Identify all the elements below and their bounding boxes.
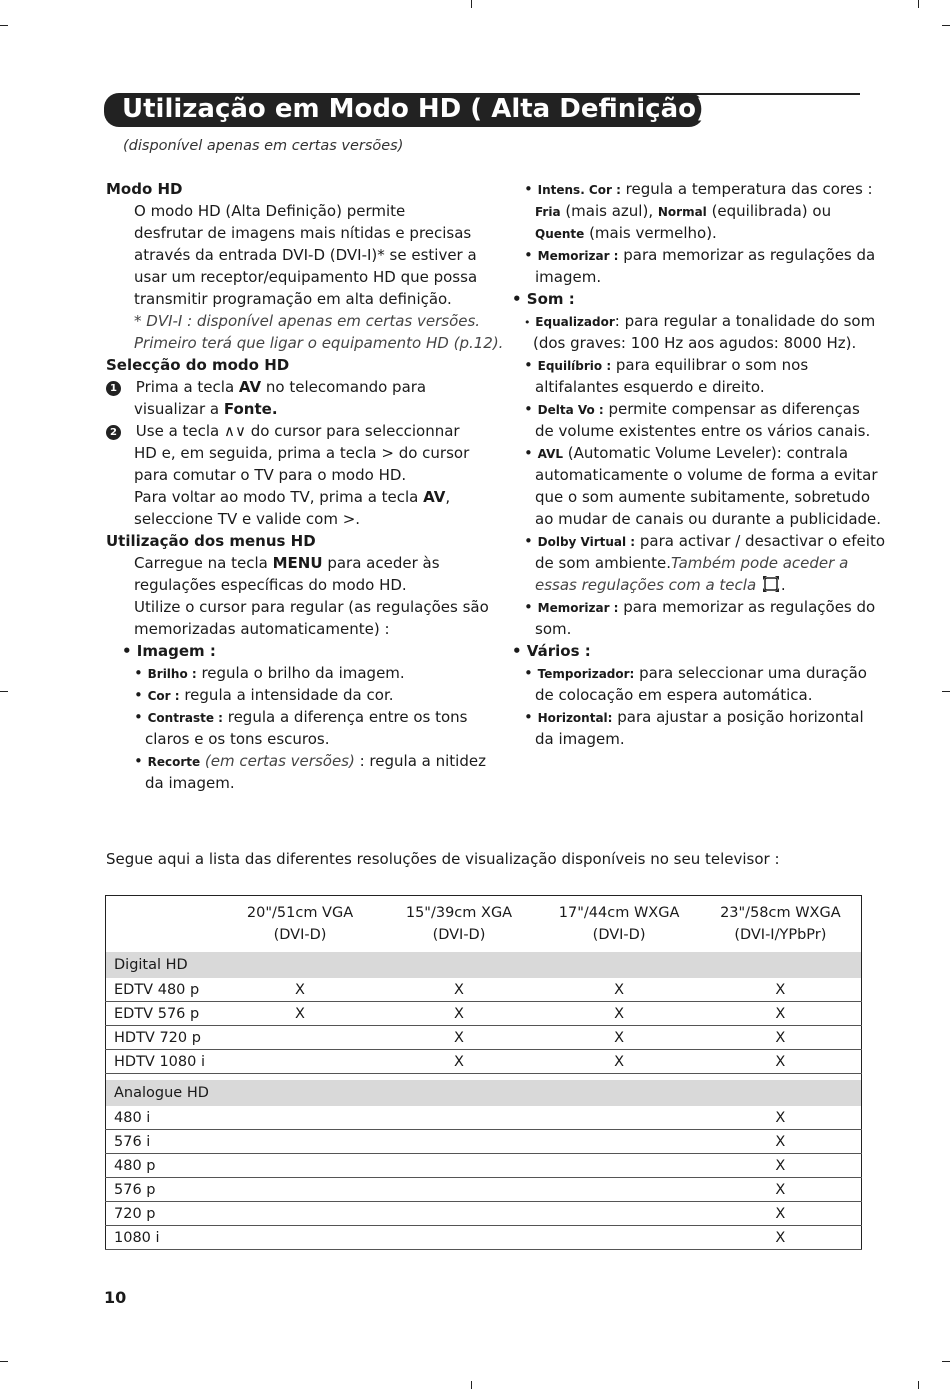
menu-item: • AVL (Automatic Volume Leveler): contrala <box>524 444 849 462</box>
option-name: Fria <box>535 205 561 219</box>
option-name: Memorizar : <box>537 249 619 263</box>
step-number-badge: 2 <box>106 425 121 440</box>
table-cell: X <box>700 1130 862 1154</box>
text: visualizar a <box>134 400 224 418</box>
header-cell-empty <box>106 896 221 953</box>
column-header <box>700 896 862 953</box>
table-intro: Segue aqui a lista das diferentes resoluções de visualização disponíveis no seu televisor : <box>106 850 780 868</box>
text: regula a temperatura das cores : <box>620 180 873 198</box>
menu-item: • Brilho : regula o brilho da imagem. <box>134 664 405 682</box>
crop-mark <box>471 1381 472 1389</box>
table-cell: X <box>700 1226 862 1250</box>
text: essas regulações com a tecla <box>535 576 761 594</box>
option-name: Normal <box>657 205 707 219</box>
body-line: usar um receptor/equipamento HD que possa <box>134 268 478 286</box>
text: Para voltar ao modo TV, prima a tecla <box>134 488 424 506</box>
text: (mais vermelho). <box>584 224 717 242</box>
text: de som ambiente. <box>535 554 671 572</box>
crop-mark <box>942 25 950 26</box>
text: do cursor <box>393 444 470 462</box>
resolution-table <box>105 895 862 1250</box>
text: . <box>780 576 786 594</box>
row-label: 480 i <box>106 1106 221 1130</box>
menu-item: da imagem. <box>535 730 625 748</box>
text: . <box>355 510 361 528</box>
menu-item: • Recorte (em certas versões) : regula a nitidez <box>134 752 486 770</box>
body-line <box>134 552 503 574</box>
option-name: Recorte <box>147 755 201 769</box>
key-name: Fonte. <box>223 400 278 418</box>
text: (mais azul), <box>560 202 658 220</box>
table-cell <box>538 1130 699 1154</box>
table-cell <box>538 1154 699 1178</box>
crop-mark <box>0 25 8 26</box>
step-line <box>134 442 503 464</box>
body-line: memorizadas automaticamente) : <box>134 620 390 638</box>
menu-item: automaticamente o volume de forma a evitar <box>535 466 878 484</box>
table-row <box>106 1202 862 1226</box>
column-header <box>380 896 539 953</box>
column-header-size: 15"/39cm XGA <box>405 905 513 921</box>
table-row <box>106 1226 862 1250</box>
table-row <box>106 1002 862 1026</box>
table-cell: X <box>700 1202 862 1226</box>
text: regula a intensidade da cor. <box>179 686 394 704</box>
table-cell <box>538 1226 699 1250</box>
table-cell <box>380 1178 539 1202</box>
text: Carregue na tecla <box>134 554 273 572</box>
body-line: O modo HD (Alta Definição) permite <box>134 202 406 220</box>
text: (em certas versões) <box>200 752 355 770</box>
key-name: MENU <box>272 554 323 572</box>
table-cell <box>221 1226 380 1250</box>
crop-mark <box>0 1361 8 1362</box>
text: no telecomando para <box>261 378 427 396</box>
table-cell <box>538 1106 699 1130</box>
menu-group-heading: • Imagem : <box>122 642 216 660</box>
crop-mark <box>918 0 919 8</box>
section-heading: Selecção do modo HD <box>106 356 290 374</box>
crop-mark <box>918 1381 919 1389</box>
step-number-badge: 1 <box>106 381 121 396</box>
row-label: EDTV 576 p <box>106 1002 221 1026</box>
text: Prima a tecla <box>135 378 239 396</box>
menu-group-heading: • Vários : <box>512 642 591 660</box>
text: para memorizar as regulações da <box>618 246 876 264</box>
note-line: Primeiro terá que ligar o equipamento HD (p.12). <box>134 334 504 352</box>
table-row <box>106 1130 862 1154</box>
text: permite compensar as diferenças <box>603 400 860 418</box>
menu-item: • Intens. Cor : regula a temperatura das cores : <box>524 180 873 198</box>
crop-mark <box>942 691 950 692</box>
title-rule <box>690 93 860 95</box>
option-name: Dolby Virtual : <box>537 535 636 549</box>
crop-mark <box>942 1361 950 1362</box>
table-cell: X <box>700 1178 862 1202</box>
table-cell <box>221 1178 380 1202</box>
key-name: AV <box>238 378 262 396</box>
text: regula a diferença entre os tons <box>222 708 468 726</box>
text: para seleccionar uma duração <box>634 664 867 682</box>
text: do cursor para seleccionnar <box>246 422 460 440</box>
table-cell: X <box>221 978 380 1002</box>
group-label: Digital HD <box>106 952 862 978</box>
group-label: Analogue HD <box>106 1080 862 1106</box>
table-cell: X <box>538 1002 699 1026</box>
table-cell: X <box>380 1050 539 1074</box>
menu-group-heading: • Som : <box>512 290 575 308</box>
table-group-row <box>106 1080 862 1106</box>
text: para equilibrar o som nos <box>611 356 809 374</box>
menu-item: som. <box>535 620 572 638</box>
column-header <box>538 896 699 953</box>
menu-item: • Equilíbrio : para equilibrar o som nos <box>524 356 809 374</box>
table-cell <box>380 1154 539 1178</box>
table-cell: X <box>700 1154 862 1178</box>
page-number: 10 <box>104 1288 127 1307</box>
table-cell <box>221 1026 380 1050</box>
menu-item: • Delta Vo : permite compensar as diferenças <box>524 400 860 418</box>
column-header-size: 23"/58cm WXGA <box>720 905 841 921</box>
table-group-row <box>106 952 862 978</box>
table-cell <box>538 1202 699 1226</box>
text: para aceder às <box>322 554 440 572</box>
menu-item: de volume existentes entre os vários canais. <box>535 422 871 440</box>
text: : para regular a tonalidade do som <box>614 312 876 330</box>
table-cell: X <box>380 1026 539 1050</box>
page-subtitle: (disponível apenas em certas versões) <box>123 138 404 154</box>
table-cell <box>380 1130 539 1154</box>
option-name: Equalizador <box>535 315 615 329</box>
row-label: 1080 i <box>106 1226 221 1250</box>
section-heading: Modo HD <box>106 180 183 198</box>
option-name: Delta Vo : <box>537 403 604 417</box>
option-name: AVL <box>537 447 564 461</box>
right-column <box>512 178 885 750</box>
table-cell: X <box>538 1050 699 1074</box>
menu-item: • Horizontal: para ajustar a posição horizontal <box>524 708 864 726</box>
option-name: Cor : <box>147 689 180 703</box>
table-cell: X <box>538 1026 699 1050</box>
table-cell: X <box>700 1106 862 1130</box>
column-header-input: (DVI-I/YPbPr) <box>734 927 827 943</box>
table-cell <box>221 1050 380 1074</box>
menu-item: • Contraste : regula a diferença entre os tons <box>134 708 468 726</box>
table-cell <box>380 1226 539 1250</box>
menu-item: • Memorizar : para memorizar as regulações da <box>524 246 876 264</box>
column-header-size: 17"/44cm WXGA <box>558 905 680 921</box>
section-heading: Utilização dos menus HD <box>106 532 316 550</box>
body-line: transmitir programação em alta definição. <box>134 290 452 308</box>
text: HD e, em seguida, prima a tecla <box>134 444 382 462</box>
step-line <box>106 420 503 442</box>
menu-item: de colocação em espera automática. <box>535 686 813 704</box>
text: Também pode aceder a <box>671 554 849 572</box>
menu-item: (dos graves: 100 Hz aos agudos: 8000 Hz). <box>533 334 857 352</box>
option-name: Equilíbrio : <box>537 359 612 373</box>
row-label: 576 p <box>106 1178 221 1202</box>
cursor-up-down-icon: ∧∨ <box>224 422 246 440</box>
menu-item: que o som aumente subitamente, sobretudo <box>535 488 871 506</box>
note-line: * DVI-I : disponível apenas em certas versões. <box>134 312 481 330</box>
menu-item: da imagem. <box>145 774 235 792</box>
row-label: 480 p <box>106 1154 221 1178</box>
table-cell <box>221 1202 380 1226</box>
row-label: HDTV 720 p <box>106 1026 221 1050</box>
page-title: Utilização em Modo HD ( Alta Definição) <box>122 94 708 124</box>
menu-item: • Temporizador: para seleccionar uma duração <box>524 664 867 682</box>
body-line: desfrutar de imagens mais nítidas e precisas <box>134 224 472 242</box>
table-cell <box>221 1130 380 1154</box>
table-header-row <box>106 896 862 953</box>
menu-item: • Dolby Virtual : para activar / desactivar o efeito <box>524 532 885 550</box>
table-row <box>106 1050 862 1074</box>
menu-item <box>524 200 885 222</box>
menu-item: • Memorizar : para memorizar as regulações do <box>524 598 876 616</box>
table-cell: X <box>380 978 539 1002</box>
cursor-right-icon: > <box>381 444 394 462</box>
text: para activar / desactivar o efeito <box>635 532 885 550</box>
text: Use a tecla <box>135 422 225 440</box>
body-line: Utilize o cursor para regular (as regulações são <box>134 598 489 616</box>
menu-item: altifalantes esquerdo e direito. <box>535 378 765 396</box>
step-line <box>106 398 503 420</box>
table-cell: X <box>700 978 862 1002</box>
row-label: 576 i <box>106 1130 221 1154</box>
option-name: Contraste : <box>147 711 223 725</box>
table-row <box>106 1154 862 1178</box>
step-line <box>134 486 503 508</box>
table-row <box>106 1106 862 1130</box>
menu-item: ao mudar de canais ou durante a publicidade. <box>535 510 882 528</box>
row-label: EDTV 480 p <box>106 978 221 1002</box>
text: regula o brilho da imagem. <box>196 664 405 682</box>
menu-item <box>524 552 885 574</box>
left-column <box>106 178 503 794</box>
menu-item: • Cor : regula a intensidade da cor. <box>134 686 394 704</box>
text: para memorizar as regulações do <box>618 598 876 616</box>
body-line: através da entrada DVI-D (DVI-I)* se estiver a <box>134 246 477 264</box>
table-cell: X <box>700 1002 862 1026</box>
crop-mark <box>471 0 472 8</box>
table-cell: X <box>380 1002 539 1026</box>
option-name: Intens. Cor : <box>537 183 621 197</box>
menu-item: claros e os tons escuros. <box>145 730 330 748</box>
column-header-size: 20"/51cm VGA <box>246 905 354 921</box>
table-cell: X <box>700 1026 862 1050</box>
table-cell: X <box>538 978 699 1002</box>
option-name: Temporizador: <box>537 667 635 681</box>
table-cell <box>380 1106 539 1130</box>
table-cell <box>538 1178 699 1202</box>
menu-item <box>524 574 885 596</box>
body-line: regulações específicas do modo HD. <box>134 576 407 594</box>
step-line <box>106 376 503 398</box>
column-header-input: (DVI-D) <box>592 927 646 943</box>
option-name: Quente <box>535 227 585 241</box>
crop-mark <box>0 691 8 692</box>
table-row <box>106 1026 862 1050</box>
column-header <box>221 896 380 953</box>
table-cell: X <box>221 1002 380 1026</box>
table-row <box>106 978 862 1002</box>
text: : regula a nitidez <box>354 752 486 770</box>
text: seleccione TV e valide com <box>134 510 343 528</box>
menu-item: • Equalizador: para regular a tonalidade do som <box>524 312 876 330</box>
step-line: para comutar o TV para o modo HD. <box>134 466 407 484</box>
text: , <box>445 488 451 506</box>
menu-item: imagem. <box>535 268 602 286</box>
row-label: HDTV 1080 i <box>106 1050 221 1074</box>
option-name: Memorizar : <box>537 601 619 615</box>
text: (equilibrada) ou <box>706 202 832 220</box>
table-cell: X <box>700 1050 862 1074</box>
option-name: Brilho : <box>147 667 197 681</box>
cursor-right-icon: > <box>342 510 356 528</box>
table-cell <box>221 1154 380 1178</box>
table-cell <box>380 1202 539 1226</box>
column-header-input: (DVI-D) <box>432 927 486 943</box>
text: para ajustar a posição horizontal <box>612 708 864 726</box>
step-line <box>134 508 503 530</box>
row-label: 720 p <box>106 1202 221 1226</box>
text: (Automatic Volume Leveler): contrala <box>563 444 849 462</box>
table-row <box>106 1178 862 1202</box>
option-name: Horizontal: <box>537 711 613 725</box>
column-header-input: (DVI-D) <box>273 927 327 943</box>
menu-item <box>524 222 885 244</box>
table-cell <box>221 1106 380 1130</box>
key-name: AV <box>423 488 446 506</box>
